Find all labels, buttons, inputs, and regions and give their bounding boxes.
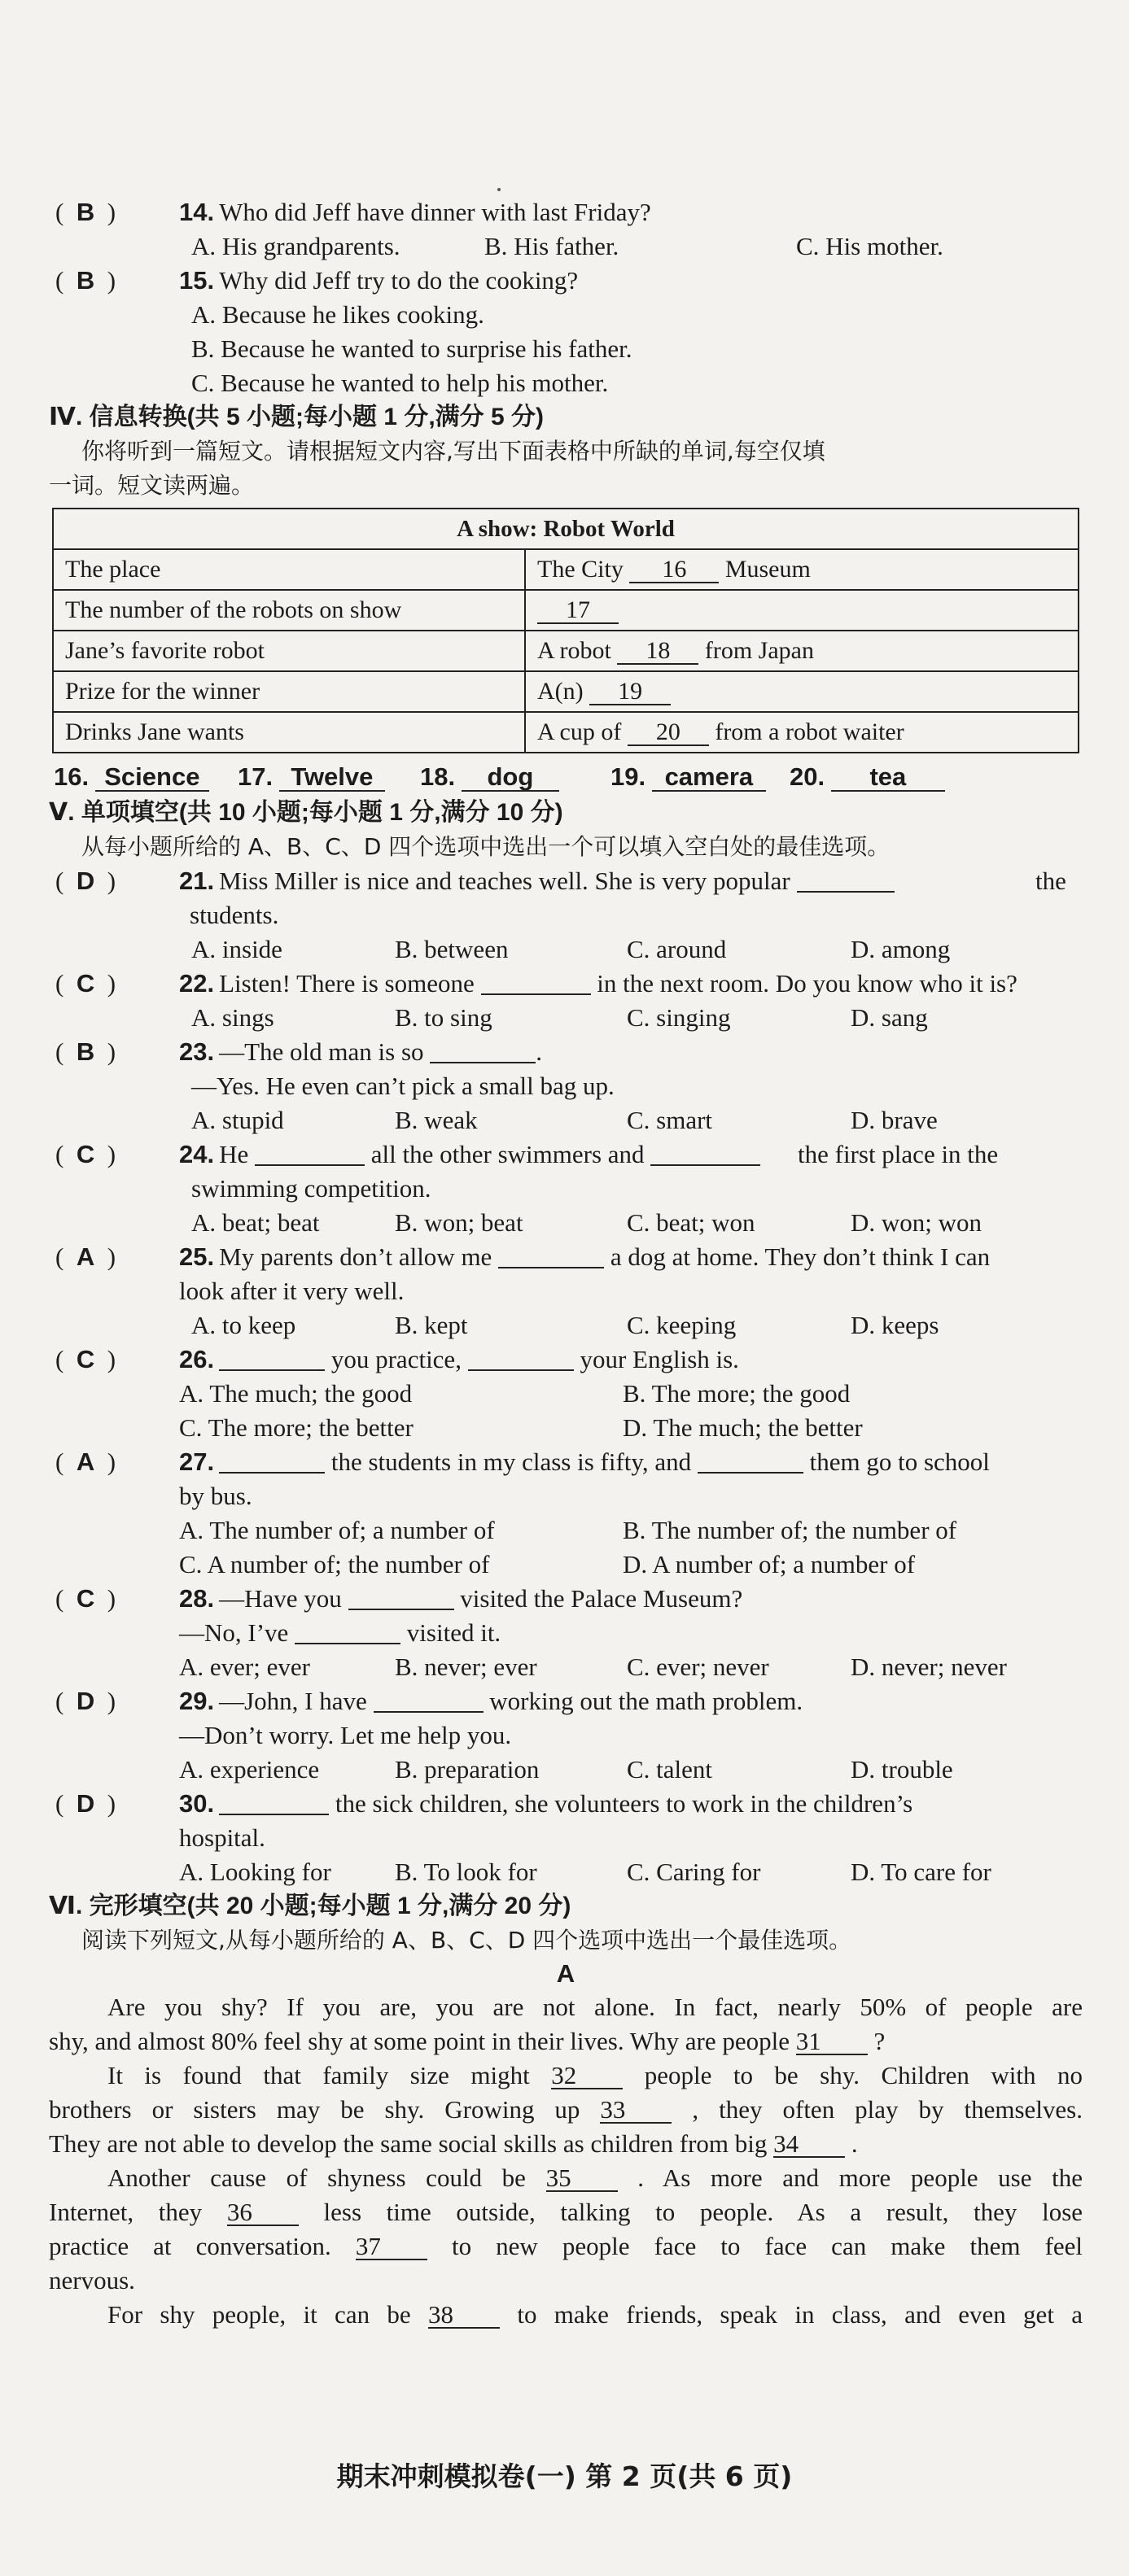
options-14 [49, 229, 1083, 264]
robot-show-table [52, 508, 1079, 753]
section-4-instruction-cont: 一词。短文读两遍。 [49, 472, 255, 499]
row-value: A robot 18 from Japan [525, 631, 1079, 671]
passage-line: shy, and almost 80% feel shy at some point in their lives. Why are people 31 ? [49, 2027, 886, 2055]
options-27: A. The number of; a number of B. The number of; the number of [179, 1516, 957, 1544]
question-23: ( B ) 23. —The old man is so . [55, 1037, 543, 1066]
question-29: ( D ) 29. —John, I have working out the math problem. [55, 1687, 803, 1715]
table-row [53, 549, 1079, 590]
scan-speck [497, 188, 501, 191]
options-29: A. experience B. preparation C. talent D. trouble [179, 1755, 953, 1784]
option-c: C. Because he wanted to help his mother. [191, 369, 609, 397]
passage-line: Internet, they 36 less time outside, talking to people. As a result, they lose [49, 2198, 1083, 2226]
question-25: ( A ) 25. My parents don’t allow me a dog at home. They don’t think I can [55, 1242, 991, 1271]
passage-line: brothers or sisters may be shy. Growing up 33 , they often play by themselves. [49, 2095, 1083, 2124]
cloze-blank: 38 [428, 2303, 500, 2329]
question-22: ( C ) 22. Listen! There is someone in the next room. Do you know who it is? [55, 969, 1017, 998]
question-text: Who did Jeff have dinner with last Friday? [219, 198, 651, 226]
question-14 [49, 195, 1083, 229]
row-value: A(n) 19 [525, 671, 1079, 712]
table-row [53, 712, 1079, 753]
answer-19: camera [652, 764, 766, 792]
row-label: Drinks Jane wants [53, 712, 525, 753]
option-row [49, 298, 1083, 332]
option-row [49, 332, 1083, 366]
passage [49, 1990, 1083, 2332]
section-4-title: Ⅳ. 信息转换(共 5 小题;每小题 1 分,满分 5 分) [49, 404, 544, 430]
question-30: ( D ) 30. the sick children, she volunteers to work in the children’s [55, 1789, 913, 1818]
answer-blank [255, 1140, 365, 1166]
section-6-instruction: 阅读下列短文,从每小题所给的 A、B、C、D 四个选项中选出一个最佳选项。 [81, 1927, 852, 1954]
answer-blank [698, 1447, 803, 1474]
passage-line: Another cause of shyness could be 35 . As more and more people use the [107, 2163, 1083, 2192]
question-24: ( C ) 24. He all the other swimmers and the first place in the [55, 1140, 999, 1168]
cloze-blank: 34 [773, 2132, 845, 2158]
question-text: Why did Jeff try to do the cooking? [219, 266, 579, 295]
passage-line: practice at conversation. 37 to new people face to face can make them feel [49, 2232, 1083, 2260]
section-5-instruction: 从每小题所给的 A、B、C、D 四个选项中选出一个可以填入空白处的最佳选项。 [81, 833, 891, 860]
passage-line: They are not able to develop the same social skills as children from big 34 . [49, 2129, 858, 2158]
answer-marker: ( B ) [55, 198, 116, 226]
cloze-blank: 37 [356, 2234, 427, 2260]
exam-page: ( B ) 14. Who did Jeff have dinner with last Friday? A. His grandparents. B. His father. C. His mother. ( B ) 15. Why did Jeff try to do the cooking? A. Because he likes cooking. B. Because he wanted to surprise his father. C. Because he wanted to help his mother. Ⅳ. 信息转换(共 5 小题;每小题 1 分,满分 5 分) 你将听到一篇短文。请根据短文内容,写出下面表格中所缺的单词,每空仅填 一词。短文读两遍。 A show: Robot World The place The City 16 Museum The number of the robots on show 17 Jane’s favorite robot A robot 18 from Japan Prize for the winner A(n) 19 Drinks Jane wants A cup of 20 from a robot waiter 16. Science 17. Twelve 18. dog 19. camera 20. tea Ⅴ. 单项填空(共 10 小题;每小题 1 分,满分 10 分) 从每小题所给的 A、B、C、D 四个选项中选出一个可以填入空白处的最佳选项。 ( D ) 21. Miss Miller is nice and teaches well. She is very popular the students. A. inside B. between C. around D. among ( C ) 22. Listen! There is someone in the next room. Do you know who it is? A. sings B. to sing C. singing D. sang ( B ) 23. —The old man is so . —Yes. He even can’t pick a small bag up. A. stupid B. weak C. smart D. brave ( C ) 24. He all the other swimmers and the first place in the swimming competition. A. beat; beat B. won; beat C. beat; won D. won; won ( A ) 25. My parents don’t allow me a dog at home. They don’t think I can look after it very well. A. to keep B. kept C. keeping D. keeps ( C ) 26. you practice, your English is. A. The much; the good B. The more; the good C. The more; the better D. The much; the better ( A ) 27. the students in my class is fifty, and them go to school by bus. A. The number of; a number of B. The number of; the number of C. A number of; the number of D. A number of; a number of ( C ) 28. —Have you visited the Palace Museum? —No, I’ve visited it. A. ever; ever B. never; ever C. ever; never D. never; never ( D ) 29. —John, I have working out the math problem. —Don’t worry. Let me help you. A. experience B. preparation C. talent D. trouble ( D ) 30. the sick children, she volunteers to work in the children’s hospital. A. Looking for B. To look for C. Caring for D. To care for Ⅵ. 完形填空(共 20 小题;每小题 1 分,满分 20 分) 阅读下列短文,从每小题所给的 A、B、C、D 四个选项中选出一个最佳选项。 A Are you shy? If you are, you are not alone. In fact, nearly 50% of people are shy, and almost 80% feel shy at some point in their lives. Why are people 31 ? It is found that family size might 32 people to be shy. Children with no brothers or sisters may be shy. Growing up 33 , they often play by themselves. They are not able to develop the same social skills as children from big 34 . Another cause of shyness could be 35 . As more and more people use the Internet, they 36 less time outside, talking to people. As a result, they lose practice at conversation. 37 to new people face to face can make them feel nervous. For shy people, it can be 38 to make friends, speak in class, and even get a [49, 195, 1083, 2332]
cloze-blank: 35 [546, 2166, 618, 2192]
cloze-blank: 33 [600, 2098, 672, 2124]
row-label: The place [53, 549, 525, 590]
passage-line: nervous. [49, 2266, 135, 2294]
question-27: ( A ) 27. the students in my class is fifty, and them go to school [55, 1447, 990, 1476]
options-25: A. to keep B. kept C. keeping D. keeps [191, 1311, 939, 1339]
answer-blank [348, 1584, 454, 1610]
table-row [53, 590, 1079, 631]
answer-blank [219, 1345, 325, 1371]
answer-blank [468, 1345, 574, 1371]
answer-blank [219, 1447, 325, 1474]
option-c: C. His mother. [796, 232, 943, 260]
row-label: Prize for the winner [53, 671, 525, 712]
section-6-title: Ⅵ. 完形填空(共 20 小题;每小题 1 分,满分 20 分) [49, 1893, 571, 1919]
options-21: A. inside B. between C. around D. among [191, 935, 951, 963]
answer-blank [797, 867, 895, 893]
answer-blank [374, 1687, 484, 1713]
section-4-instruction: 你将听到一篇短文。请根据短文内容,写出下面表格中所缺的单词,每空仅填 [81, 438, 825, 465]
answer-blank [498, 1242, 604, 1268]
question-26: ( C ) 26. you practice, your English is. [55, 1345, 739, 1373]
table-title: A show: Robot World [53, 509, 1079, 549]
question-21: ( D ) 21. Miss Miller is nice and teaches well. She is very popular the [49, 864, 1083, 898]
passage-title: A [556, 1959, 575, 1988]
question-number: 14. [179, 198, 215, 226]
options-30: A. Looking for B. To look for C. Caring for D. To care for [179, 1858, 991, 1886]
cloze-blank: 31 [796, 2029, 868, 2055]
option-b: B. Because he wanted to surprise his father. [191, 334, 632, 363]
row-label: The number of the robots on show [53, 590, 525, 631]
row-value: A cup of 20 from a robot waiter [525, 712, 1079, 753]
answer-blank [295, 1618, 400, 1644]
table-row [53, 631, 1079, 671]
answer-blank [650, 1140, 760, 1166]
options-26: A. The much; the good B. The more; the good [179, 1379, 851, 1408]
passage-line: For shy people, it can be 38 to make friends, speak in class, and even get a [107, 2300, 1083, 2329]
answer-marker: ( B ) [55, 266, 116, 295]
options-24: A. beat; beat B. won; beat C. beat; won D. won; won [191, 1208, 982, 1237]
cloze-blank: 32 [551, 2063, 623, 2089]
passage-line: It is found that family size might 32 people to be shy. Children with no [107, 2061, 1083, 2089]
passage-line: Are you shy? If you are, you are not alone. In fact, nearly 50% of people are [107, 1993, 1083, 2021]
options-22: A. sings B. to sing C. singing D. sang [191, 1003, 928, 1032]
page-footer: 期末冲刺模拟卷(一) 第 2 页(共 6 页) [336, 2460, 793, 2492]
option-row [49, 366, 1083, 400]
section-4-answers: 16. Science 17. Twelve 18. dog 19. camera 20. tea [49, 758, 1083, 796]
question-28: ( C ) 28. —Have you visited the Palace Museum? [55, 1584, 743, 1613]
row-label: Jane’s favorite robot [53, 631, 525, 671]
options-28: A. ever; ever B. never; ever C. ever; never D. never; never [179, 1653, 1007, 1681]
question-number: 15. [179, 266, 215, 295]
answer-blank [430, 1037, 536, 1063]
table-row [53, 671, 1079, 712]
option-b: B. His father. [484, 232, 619, 260]
row-value: 17 [525, 590, 1079, 631]
question-15 [49, 264, 1083, 298]
row-value: The City 16 Museum [525, 549, 1079, 590]
option-a: A. Because he likes cooking. [191, 300, 484, 329]
answer-17: Twelve [279, 764, 385, 792]
option-a: A. His grandparents. [191, 232, 400, 260]
answer-blank [481, 969, 591, 995]
answer-blank [219, 1789, 329, 1815]
answer-marker: ( D ) [55, 867, 116, 895]
cloze-blank: 36 [227, 2200, 299, 2226]
answer-20: tea [831, 764, 945, 792]
section-5-title: Ⅴ. 单项填空(共 10 小题;每小题 1 分,满分 10 分) [49, 799, 563, 826]
answer-16: Science [95, 764, 209, 792]
answer-18: dog [462, 764, 559, 792]
options-23: A. stupid B. weak C. smart D. brave [191, 1106, 938, 1134]
